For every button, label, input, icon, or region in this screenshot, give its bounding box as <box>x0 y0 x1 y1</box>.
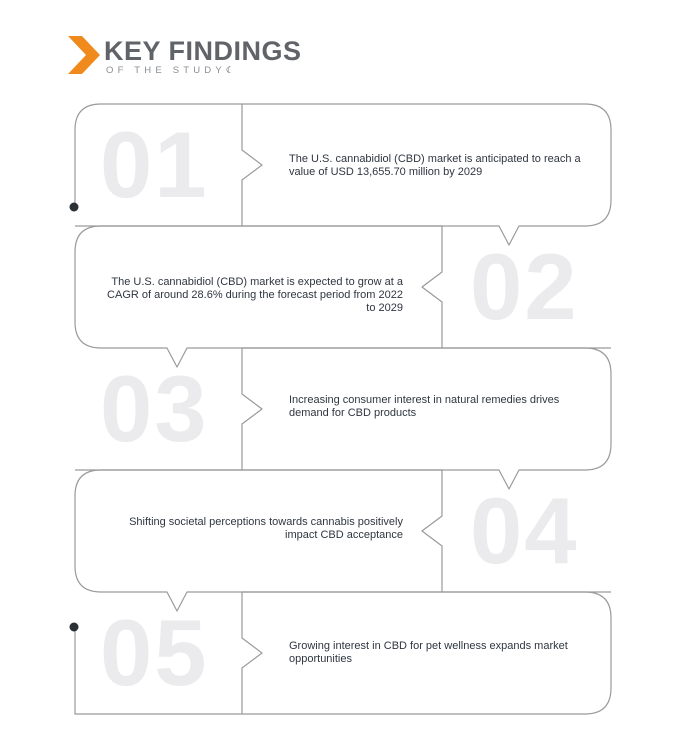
finding-row-1 <box>0 104 690 226</box>
finding-row-4 <box>0 470 690 592</box>
finding-number: 01 <box>100 112 209 217</box>
finding-text: Shifting societal perceptions towards cannabis positively impact CBD acceptance <box>129 516 403 541</box>
page-subtitle: OF THE STUDY☾ <box>106 65 234 76</box>
finding-row-2 <box>0 226 690 348</box>
finding-number: 03 <box>100 356 209 461</box>
finding-text: Increasing consumer interest in natural remedies drives demand for CBD products <box>289 394 560 419</box>
finding-row-3 <box>0 348 690 470</box>
finding-text: The U.S. cannabidiol (CBD) market is anticipated to reach a value of USD 13,655.70 million by 2029 <box>289 153 581 178</box>
finding-number: 04 <box>470 478 579 583</box>
finding-text: The U.S. cannabidiol (CBD) market is expected to grow at a CAGR of around 28.6% during the forecast period from 2022 to 2029 <box>107 276 403 314</box>
finding-row-5 <box>0 592 690 714</box>
page-title: KEY FINDINGS <box>104 36 302 66</box>
finding-number: 02 <box>470 234 579 339</box>
finding-number: 05 <box>100 600 209 705</box>
crescent-moon-icon: ☾ <box>225 65 234 75</box>
finding-text: Growing interest in CBD for pet wellness expands market opportunities <box>289 640 568 665</box>
